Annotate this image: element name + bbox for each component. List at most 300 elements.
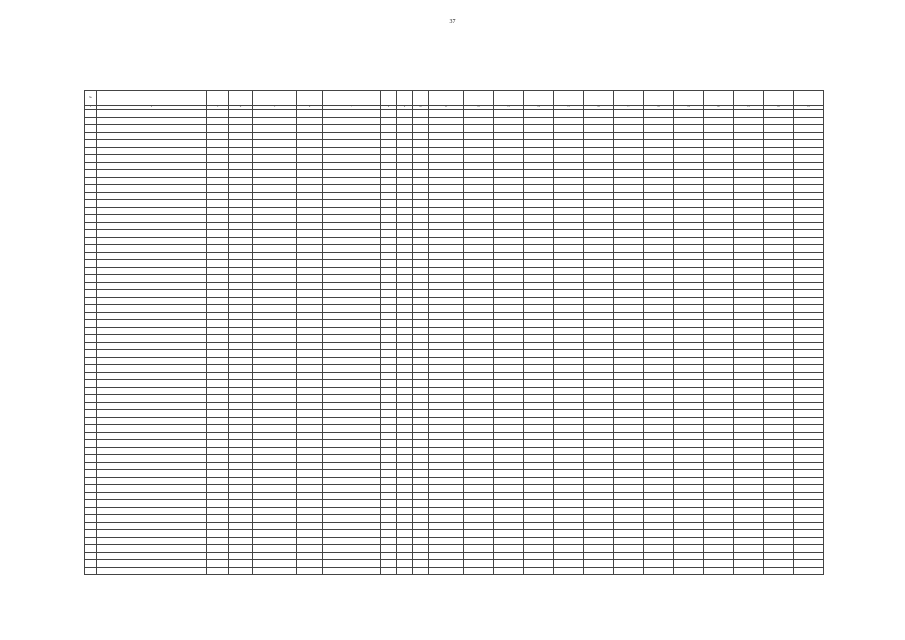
table-cell — [429, 567, 464, 575]
table-cell — [381, 522, 397, 530]
table-cell — [614, 335, 644, 343]
table-cell — [323, 267, 381, 275]
table-cell — [554, 485, 584, 493]
table-cell — [494, 365, 524, 373]
table-cell — [554, 342, 584, 350]
table-cell — [554, 395, 584, 403]
table-cell — [584, 350, 614, 358]
table-cell — [229, 462, 253, 470]
table-cell — [764, 140, 794, 148]
table-cell — [674, 132, 704, 140]
table-cell — [413, 275, 429, 283]
table-cell — [229, 537, 253, 545]
table-cell — [644, 567, 674, 575]
table-cell — [704, 552, 734, 560]
table-cell — [397, 560, 413, 568]
table-cell — [704, 342, 734, 350]
table-cell — [674, 380, 704, 388]
table-cell — [674, 200, 704, 208]
table-cell — [614, 252, 644, 260]
table-cell — [674, 162, 704, 170]
table-cell — [704, 357, 734, 365]
table-cell — [494, 320, 524, 328]
table-cell — [207, 530, 229, 538]
table-cell — [207, 552, 229, 560]
table-cell — [734, 245, 764, 253]
table-row — [85, 320, 824, 328]
table-cell — [97, 410, 207, 418]
table-cell — [794, 395, 824, 403]
table-cell — [297, 320, 323, 328]
table-cell — [794, 417, 824, 425]
table-cell — [207, 380, 229, 388]
table-cell — [524, 515, 554, 523]
table-cell — [734, 140, 764, 148]
table-cell — [97, 342, 207, 350]
table-cell — [734, 462, 764, 470]
table-cell — [397, 485, 413, 493]
table-cell — [734, 215, 764, 223]
table-cell — [794, 372, 824, 380]
table-cell — [674, 477, 704, 485]
table-cell — [464, 320, 494, 328]
table-cell — [85, 192, 97, 200]
table-cell — [429, 162, 464, 170]
table-cell — [734, 372, 764, 380]
table-cell — [397, 470, 413, 478]
table-cell — [297, 342, 323, 350]
table-cell — [524, 447, 554, 455]
table-cell — [413, 267, 429, 275]
table-cell — [704, 560, 734, 568]
table-cell — [614, 155, 644, 163]
table-cell — [644, 522, 674, 530]
table-cell — [97, 215, 207, 223]
table-cell — [734, 297, 764, 305]
table-cell — [644, 185, 674, 193]
table-cell — [253, 455, 297, 463]
header-label-17 — [614, 91, 644, 106]
table-cell — [97, 147, 207, 155]
table-cell — [397, 320, 413, 328]
table-cell — [413, 500, 429, 508]
table-cell — [734, 380, 764, 388]
table-cell — [734, 230, 764, 238]
table-cell — [97, 162, 207, 170]
table-cell — [323, 440, 381, 448]
table-cell — [704, 125, 734, 133]
table-cell — [554, 177, 584, 185]
table-cell — [524, 185, 554, 193]
table-cell — [381, 507, 397, 515]
table-cell — [704, 545, 734, 553]
table-cell — [397, 387, 413, 395]
table-cell — [584, 215, 614, 223]
table-cell — [207, 162, 229, 170]
table-cell — [413, 117, 429, 125]
table-cell — [674, 290, 704, 298]
table-cell — [429, 357, 464, 365]
table-cell — [381, 357, 397, 365]
table-cell — [323, 132, 381, 140]
table-cell — [614, 365, 644, 373]
table-cell — [734, 432, 764, 440]
table-cell — [207, 200, 229, 208]
table-cell — [413, 462, 429, 470]
table-cell — [253, 410, 297, 418]
table-cell — [704, 207, 734, 215]
table-cell — [704, 155, 734, 163]
table-cell — [397, 275, 413, 283]
table-cell — [207, 350, 229, 358]
table-cell — [429, 350, 464, 358]
table-cell — [614, 245, 644, 253]
table-cell — [253, 282, 297, 290]
table-cell — [494, 440, 524, 448]
column-number: 7 — [323, 106, 381, 110]
table-cell — [764, 515, 794, 523]
table-cell — [381, 245, 397, 253]
table-cell — [704, 522, 734, 530]
table-cell — [207, 560, 229, 568]
table-cell — [323, 372, 381, 380]
table-cell — [704, 252, 734, 260]
table-cell — [207, 267, 229, 275]
table-cell — [704, 500, 734, 508]
header-label-1: № — [85, 91, 97, 106]
table-cell — [413, 470, 429, 478]
header-label-5 — [253, 91, 297, 106]
table-cell — [85, 432, 97, 440]
table-cell — [644, 410, 674, 418]
table-row — [85, 260, 824, 268]
table-cell — [494, 417, 524, 425]
table-cell — [229, 350, 253, 358]
table-cell — [584, 260, 614, 268]
table-cell — [413, 230, 429, 238]
table-cell — [764, 402, 794, 410]
table-cell — [524, 462, 554, 470]
table-cell — [794, 380, 824, 388]
table-cell — [464, 177, 494, 185]
table-cell — [734, 290, 764, 298]
table-cell — [584, 500, 614, 508]
table-cell — [253, 312, 297, 320]
table-cell — [464, 447, 494, 455]
table-cell — [704, 387, 734, 395]
table-cell — [97, 290, 207, 298]
table-cell — [429, 222, 464, 230]
table-cell — [704, 402, 734, 410]
table-cell — [704, 515, 734, 523]
table-cell — [207, 357, 229, 365]
table-cell — [97, 260, 207, 268]
table-cell — [674, 372, 704, 380]
table-cell — [323, 222, 381, 230]
table-cell — [734, 125, 764, 133]
table-row — [85, 170, 824, 178]
table-cell — [429, 230, 464, 238]
table-cell — [674, 560, 704, 568]
table-cell — [554, 207, 584, 215]
table-cell — [85, 447, 97, 455]
table-cell — [323, 410, 381, 418]
table-cell — [614, 395, 644, 403]
table-cell — [494, 470, 524, 478]
table-cell — [381, 342, 397, 350]
table-cell — [644, 372, 674, 380]
table-cell — [413, 222, 429, 230]
table-cell — [207, 312, 229, 320]
table-cell — [85, 455, 97, 463]
table-cell — [85, 380, 97, 388]
table-cell — [464, 455, 494, 463]
table-cell — [253, 372, 297, 380]
table-cell — [413, 402, 429, 410]
table-cell — [97, 350, 207, 358]
table-cell — [207, 500, 229, 508]
table-cell — [554, 327, 584, 335]
table-cell — [584, 230, 614, 238]
table-cell — [584, 177, 614, 185]
table-cell — [429, 245, 464, 253]
table-cell — [614, 222, 644, 230]
table-cell — [253, 552, 297, 560]
column-number: 9 — [397, 106, 413, 110]
table-cell — [97, 267, 207, 275]
table-cell — [397, 455, 413, 463]
table-cell — [644, 552, 674, 560]
table-cell — [429, 440, 464, 448]
table-cell — [674, 357, 704, 365]
table-cell — [644, 155, 674, 163]
table-cell — [323, 485, 381, 493]
table-cell — [323, 522, 381, 530]
table-cell — [413, 372, 429, 380]
table-cell — [253, 357, 297, 365]
table-cell — [584, 320, 614, 328]
table-cell — [764, 470, 794, 478]
table-cell — [644, 177, 674, 185]
header-label-6 — [297, 91, 323, 106]
table-cell — [323, 417, 381, 425]
table-cell — [644, 125, 674, 133]
table-cell — [381, 125, 397, 133]
table-cell — [614, 177, 644, 185]
table-cell — [323, 432, 381, 440]
table-cell — [464, 395, 494, 403]
table-cell — [253, 125, 297, 133]
header-label-21 — [734, 91, 764, 106]
table-row — [85, 252, 824, 260]
table-cell — [554, 455, 584, 463]
table-cell — [429, 380, 464, 388]
table-cell — [584, 560, 614, 568]
table-cell — [524, 530, 554, 538]
table-cell — [554, 215, 584, 223]
table-cell — [429, 267, 464, 275]
table-cell — [584, 380, 614, 388]
table-cell — [734, 387, 764, 395]
table-cell — [764, 237, 794, 245]
table-cell — [794, 410, 824, 418]
table-cell — [297, 207, 323, 215]
table-cell — [674, 350, 704, 358]
table-cell — [413, 155, 429, 163]
table-cell — [644, 357, 674, 365]
table-cell — [674, 297, 704, 305]
table-cell — [794, 155, 824, 163]
table-cell — [413, 132, 429, 140]
table-cell — [704, 470, 734, 478]
table-cell — [554, 125, 584, 133]
table-cell — [429, 470, 464, 478]
table-cell — [674, 215, 704, 223]
table-cell — [397, 515, 413, 523]
table-cell — [253, 350, 297, 358]
table-cell — [704, 492, 734, 500]
table-cell — [794, 147, 824, 155]
table-cell — [297, 515, 323, 523]
table-cell — [207, 170, 229, 178]
table-cell — [554, 320, 584, 328]
table-cell — [704, 275, 734, 283]
table-cell — [494, 447, 524, 455]
table-cell — [704, 200, 734, 208]
table-cell — [704, 432, 734, 440]
table-cell — [413, 425, 429, 433]
table-cell — [207, 507, 229, 515]
table-cell — [794, 387, 824, 395]
table-cell — [554, 140, 584, 148]
table-cell — [764, 155, 794, 163]
table-cell — [323, 327, 381, 335]
table-cell — [494, 117, 524, 125]
table-cell — [554, 170, 584, 178]
column-number: 6 — [297, 106, 323, 110]
table-row — [85, 140, 824, 148]
table-cell — [644, 215, 674, 223]
table-cell — [464, 515, 494, 523]
table-cell — [644, 200, 674, 208]
table-cell — [584, 237, 614, 245]
table-cell — [614, 320, 644, 328]
table-cell — [381, 215, 397, 223]
table-cell — [524, 357, 554, 365]
table-cell — [494, 185, 524, 193]
table-row — [85, 342, 824, 350]
table-row — [85, 447, 824, 455]
table-cell — [524, 320, 554, 328]
table-cell — [397, 492, 413, 500]
table-row — [85, 485, 824, 493]
table-cell — [297, 402, 323, 410]
table-cell — [253, 507, 297, 515]
table-cell — [464, 327, 494, 335]
table-cell — [614, 290, 644, 298]
table-cell — [674, 365, 704, 373]
table-cell — [429, 260, 464, 268]
table-cell — [429, 402, 464, 410]
table-cell — [85, 560, 97, 568]
table-cell — [413, 290, 429, 298]
table-cell — [584, 117, 614, 125]
table-cell — [207, 215, 229, 223]
table-cell — [413, 297, 429, 305]
header-label-15 — [554, 91, 584, 106]
table-cell — [674, 395, 704, 403]
table-cell — [381, 372, 397, 380]
table-cell — [85, 237, 97, 245]
header-label-8 — [381, 91, 397, 106]
table-cell — [85, 177, 97, 185]
table-cell — [429, 387, 464, 395]
table-cell — [97, 327, 207, 335]
table-cell — [323, 342, 381, 350]
table-cell — [429, 477, 464, 485]
table-cell — [413, 140, 429, 148]
table-cell — [734, 155, 764, 163]
table-cell — [584, 245, 614, 253]
table-cell — [253, 395, 297, 403]
table-cell — [644, 320, 674, 328]
table-cell — [614, 545, 644, 553]
table-cell — [85, 252, 97, 260]
table-cell — [229, 425, 253, 433]
table-cell — [794, 305, 824, 313]
table-cell — [614, 477, 644, 485]
table-cell — [764, 560, 794, 568]
table-cell — [397, 410, 413, 418]
table-cell — [614, 140, 644, 148]
table-cell — [584, 357, 614, 365]
table-cell — [464, 260, 494, 268]
table-cell — [381, 335, 397, 343]
table-cell — [494, 537, 524, 545]
table-cell — [554, 477, 584, 485]
table-cell — [674, 417, 704, 425]
table-row — [85, 380, 824, 388]
table-cell — [794, 260, 824, 268]
table-cell — [554, 492, 584, 500]
table-cell — [794, 402, 824, 410]
table-cell — [429, 177, 464, 185]
table-cell — [297, 237, 323, 245]
table-cell — [764, 477, 794, 485]
table-cell — [644, 260, 674, 268]
table-cell — [794, 185, 824, 193]
table-cell — [614, 132, 644, 140]
table-cell — [229, 305, 253, 313]
table-cell — [674, 117, 704, 125]
table-cell — [253, 462, 297, 470]
table-cell — [323, 170, 381, 178]
table-cell — [297, 147, 323, 155]
table-cell — [614, 237, 644, 245]
table-cell — [554, 470, 584, 478]
table-cell — [494, 492, 524, 500]
table-cell — [397, 192, 413, 200]
table-cell — [229, 252, 253, 260]
table-row — [85, 410, 824, 418]
table-cell — [323, 117, 381, 125]
table-cell — [584, 267, 614, 275]
table-row — [85, 545, 824, 553]
table-cell — [85, 417, 97, 425]
table-row — [85, 372, 824, 380]
table-cell — [297, 215, 323, 223]
table-cell — [704, 462, 734, 470]
